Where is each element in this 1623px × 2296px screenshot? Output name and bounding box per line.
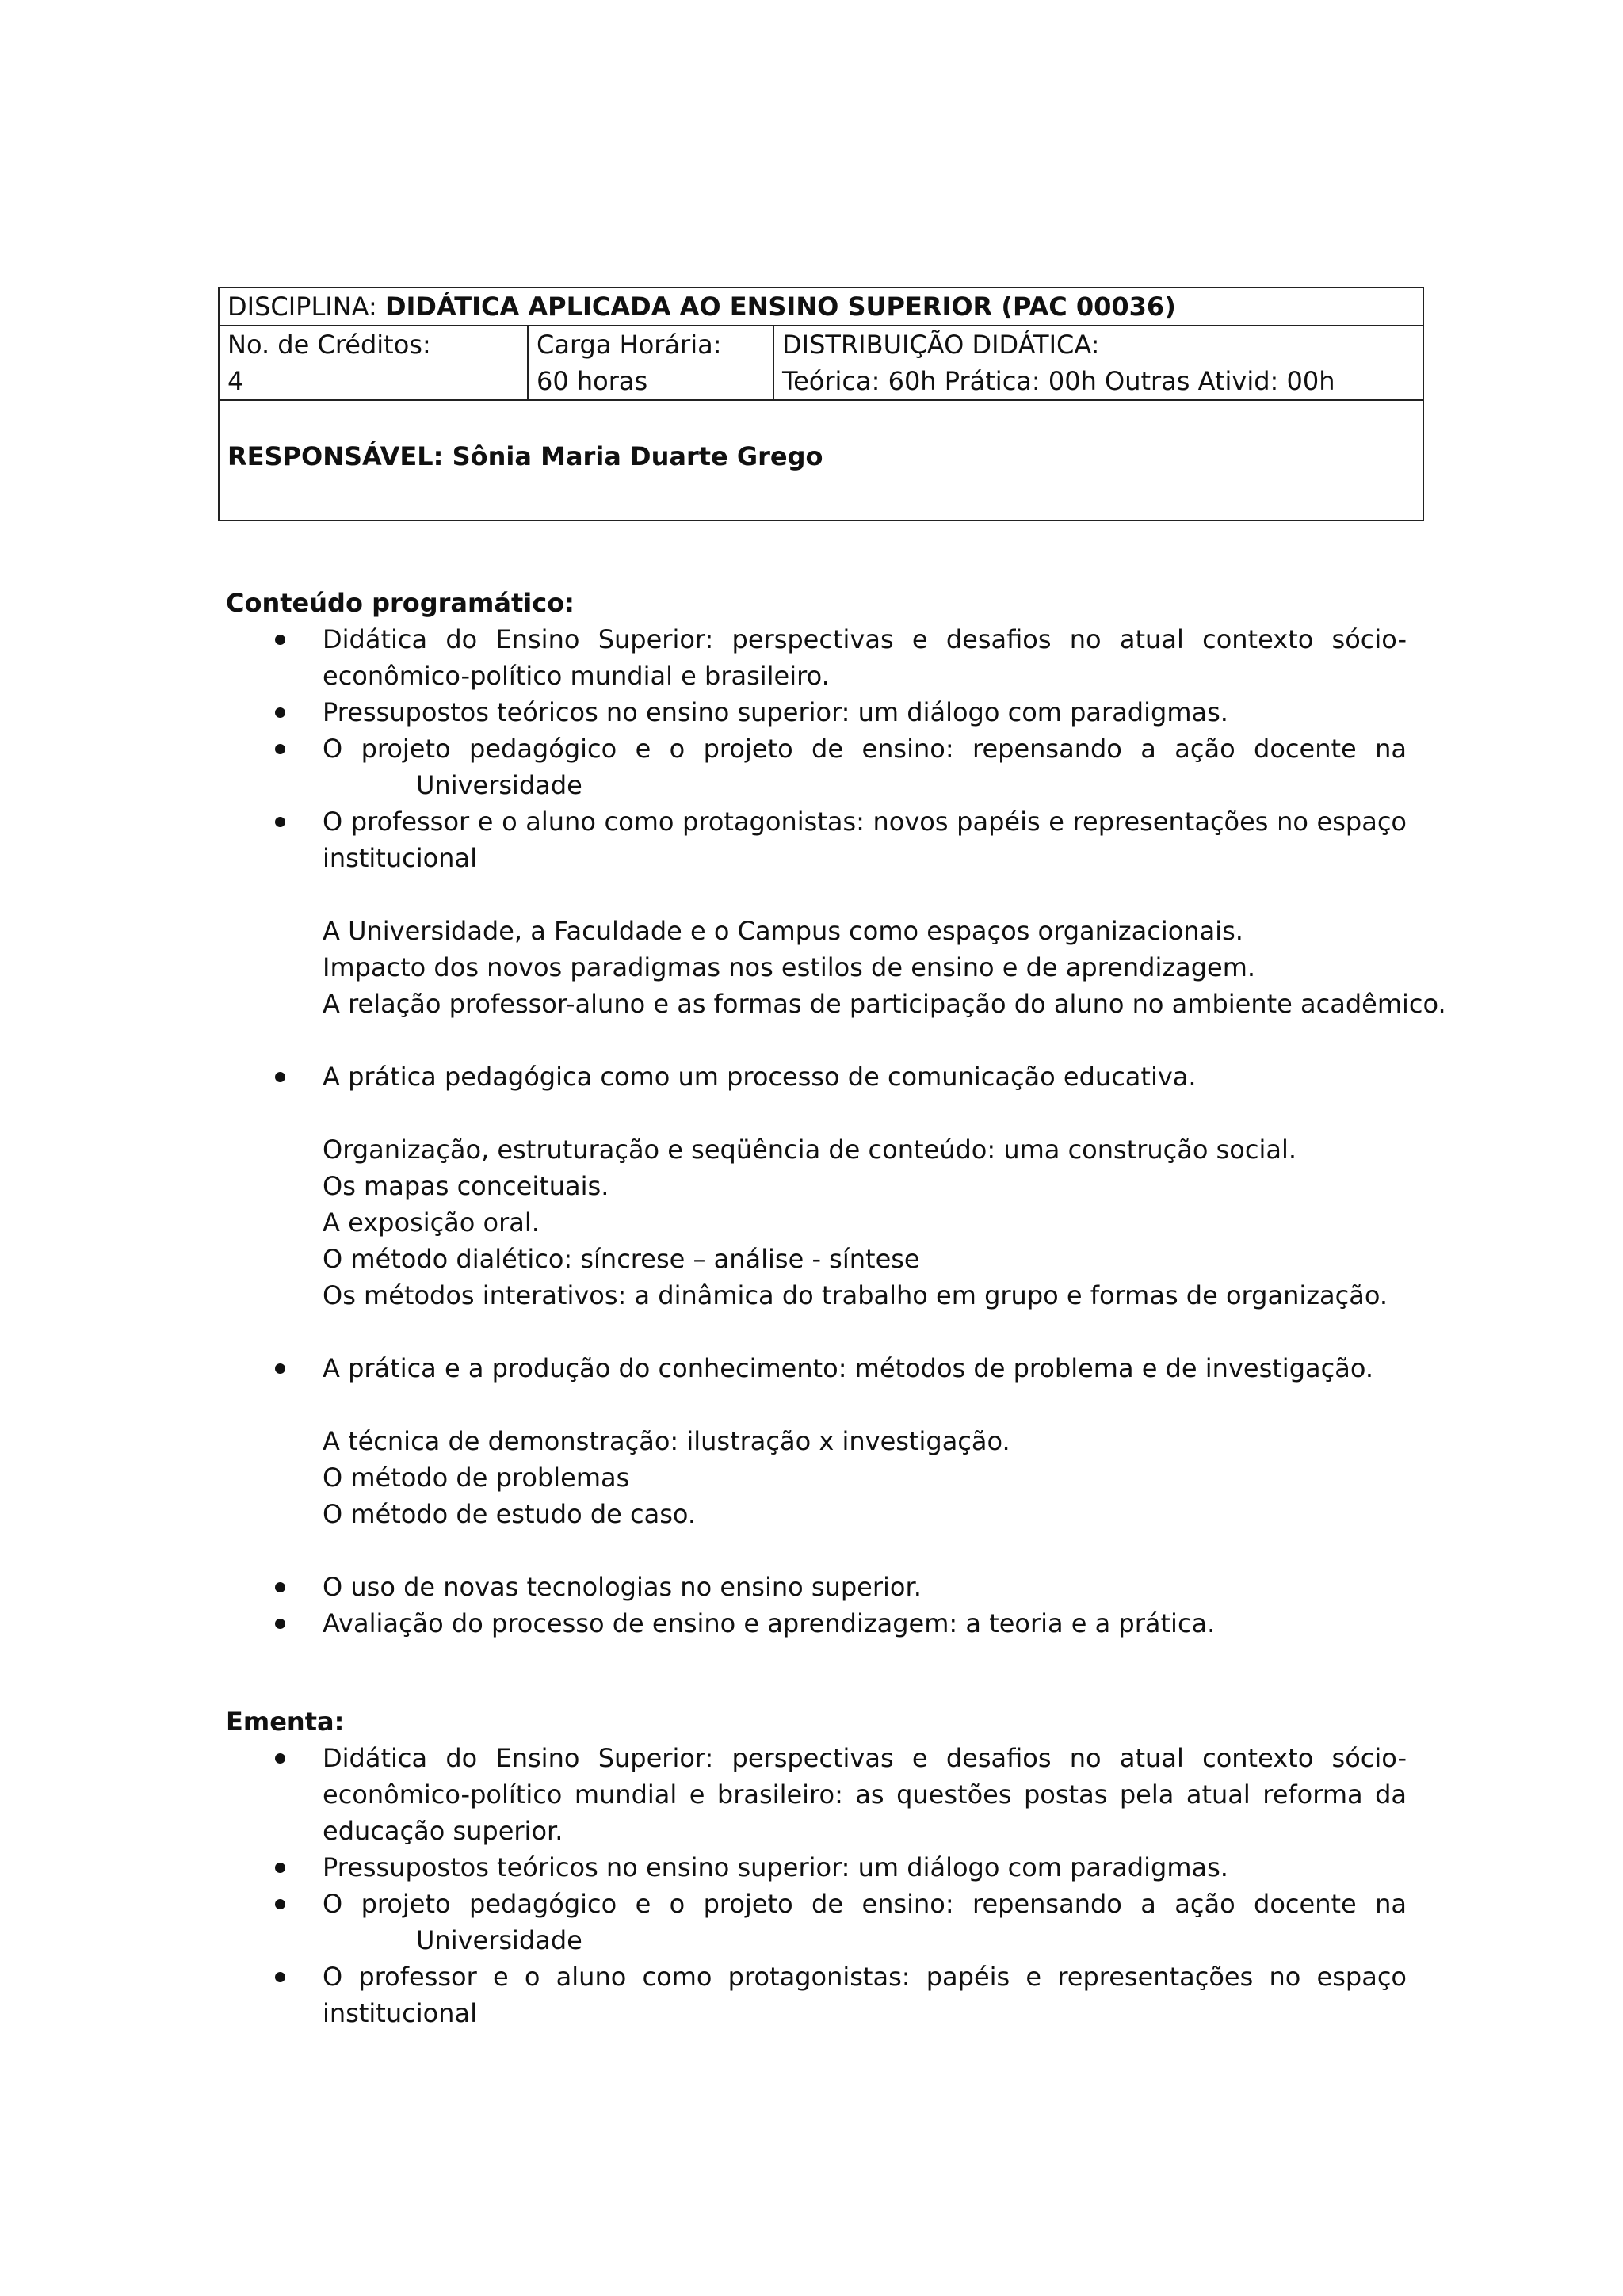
program-content-list-2 — [226, 1058, 1407, 1095]
sub-topics-6 — [226, 1423, 1407, 1532]
sub-topic: O método de estudo de caso. — [323, 1499, 697, 1529]
item-text: Avaliação do processo de ensino e aprendizagem: a teoria e a prática. — [323, 1608, 1216, 1638]
program-content-title: Conteúdo programático: — [226, 588, 575, 618]
distribution-cell — [773, 326, 1423, 400]
item-text: O projeto pedagógico e o projeto de ensino: repensando a ação docente na — [323, 734, 1407, 764]
list-item — [226, 1849, 1407, 1886]
syllabus-section — [226, 1703, 1407, 2031]
discipline-title-cell — [219, 288, 1423, 326]
sub-topic: A Universidade, a Faculdade e o Campus como espaços organizacionais. — [323, 916, 1243, 946]
sub-topic: A exposição oral. — [323, 1207, 540, 1238]
list-item — [226, 803, 1407, 876]
item-text: Didática do Ensino Superior: perspectivas e desafios no atual contexto sócio-econômico-político mundial e brasileiro. — [323, 624, 1407, 691]
bullet-icon — [275, 1363, 285, 1374]
list-item — [226, 1605, 1407, 1642]
responsible-row — [219, 400, 1423, 521]
bullet-icon — [275, 1753, 285, 1764]
list-item — [226, 1740, 1407, 1849]
discipline-name: DIDÁTICA APLICADA AO ENSINO SUPERIOR (PAC 00036) — [384, 292, 1176, 322]
syllabus-list — [226, 1740, 1407, 2031]
bullet-icon — [275, 1899, 285, 1909]
sub-topic: O método dialético: síncrese – análise - síntese — [323, 1244, 920, 1274]
item-text: Pressupostos teóricos no ensino superior: um diálogo com paradigmas. — [323, 697, 1228, 727]
workload-cell — [528, 326, 773, 400]
sub-topic: Os métodos interativos: a dinâmica do trabalho em grupo e formas de organização. — [323, 1280, 1388, 1310]
program-content-list-3 — [226, 1350, 1407, 1386]
item-text: A prática e a produção do conhecimento: métodos de problema e de investigação. — [323, 1353, 1373, 1383]
list-item — [226, 1058, 1407, 1095]
responsible-cell: RESPONSÁVEL: Sônia Maria Duarte Grego — [219, 400, 1423, 521]
bullet-icon — [275, 1863, 285, 1873]
sub-topic: A técnica de demonstração: ilustração x investigação. — [323, 1426, 1010, 1456]
item-text: O uso de novas tecnologias no ensino superior. — [323, 1572, 922, 1602]
bullet-icon — [275, 817, 285, 827]
bullet-icon — [275, 1619, 285, 1629]
list-item — [226, 1958, 1407, 2031]
sub-topics-5 — [226, 1131, 1407, 1314]
credits-label: No. de Créditos: — [227, 330, 431, 360]
syllabus-title: Ementa: — [226, 1707, 345, 1737]
list-item — [226, 694, 1407, 730]
item-text: Pressupostos teóricos no ensino superior: um diálogo com paradigmas. — [323, 1852, 1228, 1882]
sub-topic: Organização, estruturação e seqüência de conteúdo: uma construção social. — [323, 1135, 1297, 1165]
item-text: Didática do Ensino Superior: perspectivas e desafios no atual contexto sócio-econômico-político mundial e brasileiro: as questões postas pela atual reforma da educação superior. — [323, 1743, 1407, 1846]
sub-topic: A relação professor-aluno e as formas de participação do aluno no ambiente acadêmico. — [323, 989, 1446, 1019]
item-text: A prática pedagógica como um processo de comunicação educativa. — [323, 1062, 1197, 1092]
program-content-list — [226, 621, 1407, 876]
bullet-icon — [275, 1582, 285, 1592]
distribution-value: Teórica: 60h Prática: 00h Outras Ativid: 00h — [782, 366, 1335, 396]
item-text-continuation: Universidade — [416, 1925, 582, 1955]
discipline-label: DISCIPLINA: — [227, 292, 385, 322]
program-content-section — [226, 585, 1446, 1642]
program-content-list-4 — [226, 1569, 1407, 1642]
bullet-icon — [275, 744, 285, 754]
bullet-icon — [275, 1072, 285, 1082]
bullet-icon — [275, 1972, 285, 1982]
bullet-icon — [275, 635, 285, 645]
discipline-info-table — [218, 287, 1424, 521]
list-item — [226, 621, 1407, 694]
discipline-details-row — [219, 326, 1423, 400]
workload-value: 60 horas — [537, 366, 648, 396]
sub-topic: O método de problemas — [323, 1463, 630, 1493]
discipline-title-row — [219, 288, 1423, 326]
item-text: O projeto pedagógico e o projeto de ensino: repensando a ação docente na — [323, 1889, 1407, 1919]
list-item — [226, 730, 1407, 803]
sub-topics-4 — [226, 913, 1446, 1022]
item-text-continuation: Universidade — [416, 770, 582, 800]
list-item — [226, 1569, 1407, 1605]
credits-cell — [219, 326, 528, 400]
sub-topic: Impacto dos novos paradigmas nos estilos de ensino e de aprendizagem. — [323, 952, 1256, 982]
item-text: O professor e o aluno como protagonistas: papéis e representações no espaço institucional — [323, 1962, 1407, 2028]
bullet-icon — [275, 707, 285, 718]
list-item — [226, 1886, 1407, 1958]
sub-topic: Os mapas conceituais. — [323, 1171, 609, 1201]
item-text: O professor e o aluno como protagonistas: novos papéis e representações no espaço institucional — [323, 807, 1407, 873]
distribution-label: DISTRIBUIÇÃO DIDÁTICA: — [782, 330, 1100, 360]
workload-label: Carga Horária: — [537, 330, 722, 360]
credits-value: 4 — [227, 366, 244, 396]
list-item — [226, 1350, 1407, 1386]
